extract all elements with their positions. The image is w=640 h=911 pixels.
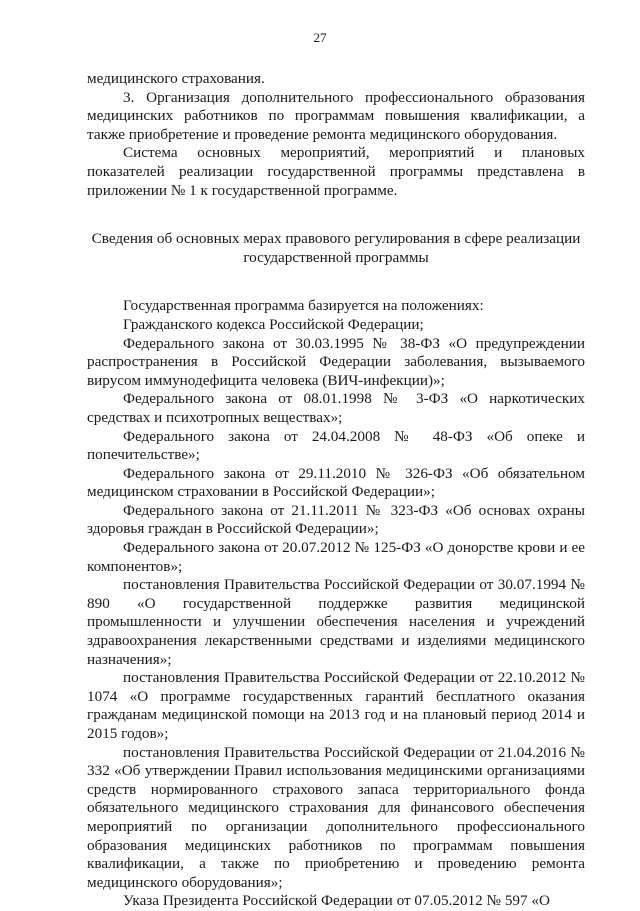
section-title: Сведения об основных мерах правового регулирования в сфере реализации государственной программы [91,230,581,266]
paragraph-intro: Государственная программа базируется на положениях: [123,297,484,315]
paragraph-continuation: медицинского страхования. [87,70,265,87]
list-item: Гражданского кодекса Российской Федерации; [123,315,424,333]
list-item: Указа Президента Российской Федерации от 07.05.2012 № 597 «О [123,892,550,910]
list-item: постановления Правительства Российской Федерации от 21.04.2016 № 332 «Об утверждении Правил использования медицинскими организациями средств нормированного страхового запаса территориального фонда обязательного медицинского страхования для финансового обеспечения мероприятий по организации дополнительного профессионального образования медицинских работников по программам повышения квалификации, а также по приобретению и проведению ремонта медицинского оборудования»; [87,743,585,891]
list-item: Федерального закона от 08.01.1998 № 3-ФЗ «О наркотических средствах и психотропных веществах»; [87,390,585,426]
list-item: постановления Правительства Российской Федерации от 30.07.1994 № 890 «О государственной поддержке развития медицинской промышленности и улучшении обеспечения населения и учреждений здравоохранения лекарственными средствами и изделиями медицинского назначения»; [87,576,585,668]
list-item: постановления Правительства Российской Федерации от 22.10.2012 № 1074 «О программе государственных гарантий бесплатного оказания гражданам медицинской помощи на 2013 год и на плановый период 2014 и 2015 годов»; [87,669,585,742]
paragraph: 3. Организация дополнительного профессионального образования медицинских работников по программам повышения квалификации, а также приобретение и проведение ремонта медицинского оборудования. [87,88,585,143]
list-item: Федерального закона от 30.03.1995 № 38-ФЗ «О предупреждении распространения в Российской Федерации заболевания, вызываемого вирусом иммунодефицита человека (ВИЧ-инфекции)»; [87,334,585,389]
list-item: Федерального закона от 29.11.2010 № 326-ФЗ «Об обязательном медицинском страховании в Российской Федерации»; [87,464,585,501]
list-item: Федерального закона от 21.11.2011 № 323-ФЗ «Об основах охраны здоровья граждан в Российской Федерации»; [87,501,585,538]
page-number: 27 [313,30,327,45]
list-item: Федерального закона от 20.07.2012 № 125-ФЗ «О донорстве крови и ее компонентов»; [87,539,585,575]
document-body [87,70,585,911]
paragraph: Система основных мероприятий, мероприятий и плановых показателей реализации государственной программы представлена в приложении № 1 к государственной программе. [87,144,585,199]
list-item: Федерального закона от 24.04.2008 № 48-ФЗ «Об опеке и попечительстве»; [87,427,585,464]
